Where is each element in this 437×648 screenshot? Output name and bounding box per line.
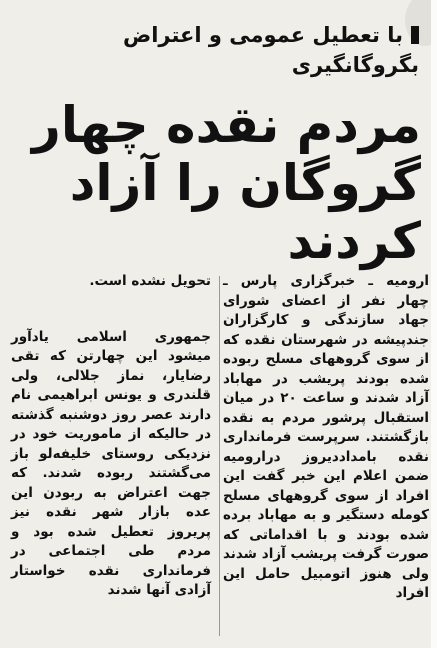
paper-edge [431,0,437,648]
column-left-first-line: تحویل نشده است. [89,273,211,289]
headline-line-1: مردم نقده چهار [32,96,421,154]
article-column-left [11,272,211,601]
kicker-line-1 [19,20,419,50]
headline [21,96,421,270]
kicker-text-1: با تعطیل عمومی و اعتراض [122,23,403,47]
column-left-body: جمهوری اسلامی یادآور میشود این چهارتن که تقی رضایار، نماز جلالی، ولی قلندری و یونس ابراهیمی نام دارند عصر روز دوشنبه گذشته در حالیکه از ماموریت خود در نزدیکی روستای خلیفه‌لو باز می‌گشتند ربوده شدند. که جهت اعتراض به ربودن این عده بازار شهر نقده نیز پریروز تعطیل شده بود و مردم طی اجتماعی در فرمانداری نقده خواستار آزادی آنها شدند [11,328,211,598]
headline-line-3: کردند [287,212,421,270]
kicker [19,20,419,80]
kicker-bar-icon [411,26,419,44]
kicker-line-2: بگروگانگیری [291,53,419,77]
headline-line-2: گروگان را آزاد [69,154,421,212]
article-column-right: ارومیه ـ خبرگزاری پارس ـ چهار نفر از اعضای شورای جهاد سازندگی و کارگزاران جندپیشه در شهرستان نقده که از سوی گروههای مسلح ربوده شده بودند پریشب در مهاباد آزاد شدند و ساعت ۲۰ در میان استقبال پرشور مردم به نقده بازگشتند. سرپرست فرمانداری نقده بامداددیروز درارومیه ضمن اعلام این خبر گفت این افراد از سوی گروههای مسلح کومله دستگیر و به مهاباد برده شده بودند و با اقداماتی که صورت گرفت پریشب آزاد شدند ولی هنوز اتومبیل حامل این افراد [223,273,429,601]
column-divider [219,276,220,636]
